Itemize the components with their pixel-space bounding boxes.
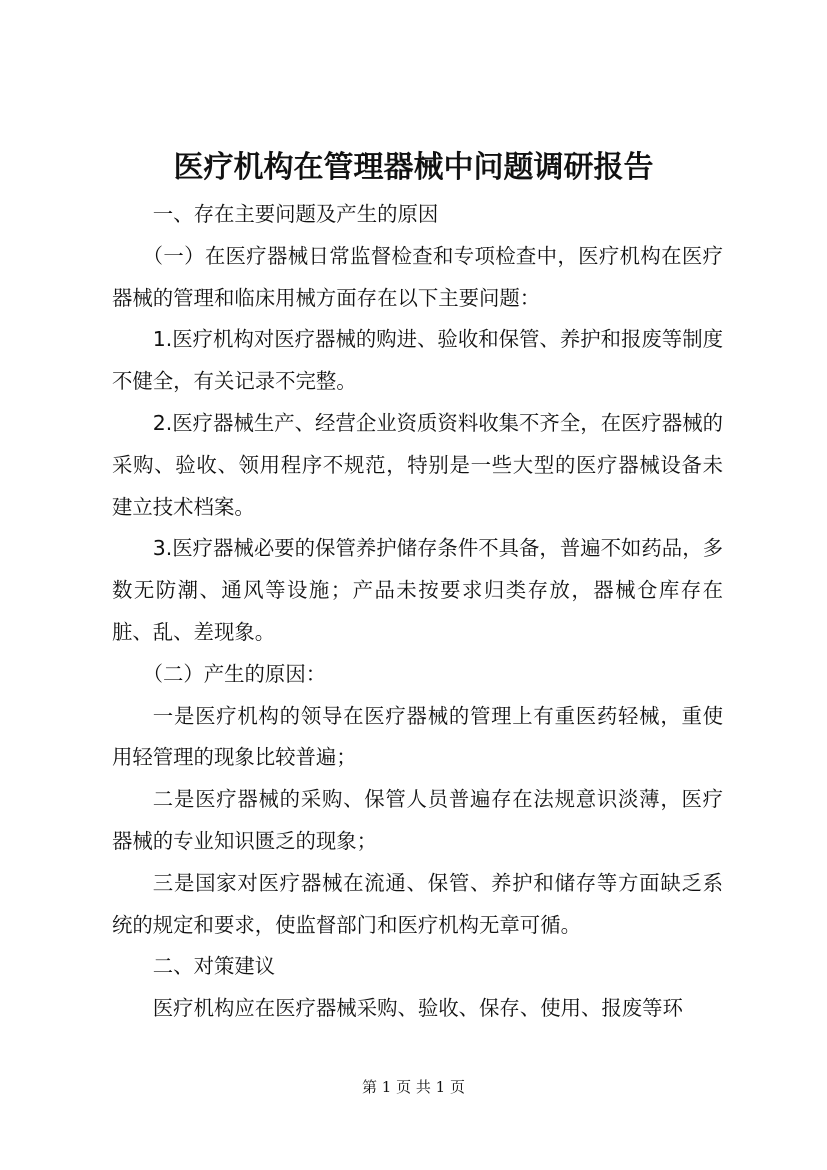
cause-2: 二是医疗器械的采购、保管人员普遍存在法规意识淡薄，医疗器械的专业知识匮乏的现象； bbox=[112, 787, 723, 853]
recommendation-paragraph: 医疗机构应在医疗器械采购、验收、保存、使用、报废等环 bbox=[152, 996, 683, 1021]
document-title: 医疗机构在管理器械中问题调研报告 bbox=[173, 150, 654, 185]
subsection-causes-heading: （二）产生的原因： bbox=[142, 661, 327, 686]
subsection-intro: （一）在医疗器械日常监督检查和专项检查中，医疗机构在医疗器械的管理和临床用械方面存在以下主要问题： bbox=[112, 243, 723, 310]
cause-3: 三是国家对医疗器械在流通、保管、养护和储存等方面缺乏系统的规定和要求，使监督部门和医疗机构无章可循。 bbox=[112, 870, 723, 937]
problem-1: 1.医疗机构对医疗器械的购进、验收和保管、养护和报废等制度不健全，有关记录不完整。 bbox=[112, 327, 723, 394]
page-number: 第 1 页 共 1 页 bbox=[362, 1078, 465, 1096]
problem-2: 2.医疗器械生产、经营企业资质资料收集不齐全，在医疗器械的采购、验收、领用程序不规范，特别是一些大型的医疗器械设备未建立技术档案。 bbox=[112, 410, 723, 519]
problem-3: 3.医疗器械必要的保管养护储存条件不具备，普遍不如药品，多数无防潮、通风等设施；产品未按要求归类存放，器械仓库存在脏、乱、差现象。 bbox=[112, 536, 723, 644]
section-heading-1: 一、存在主要问题及产生的原因 bbox=[152, 202, 439, 226]
cause-1: 一是医疗机构的领导在医疗器械的管理上有重医药轻械，重使用轻管理的现象比较普遍； bbox=[112, 703, 723, 770]
document-body bbox=[112, 194, 723, 1030]
section-heading-2: 二、对策建议 bbox=[152, 954, 276, 979]
